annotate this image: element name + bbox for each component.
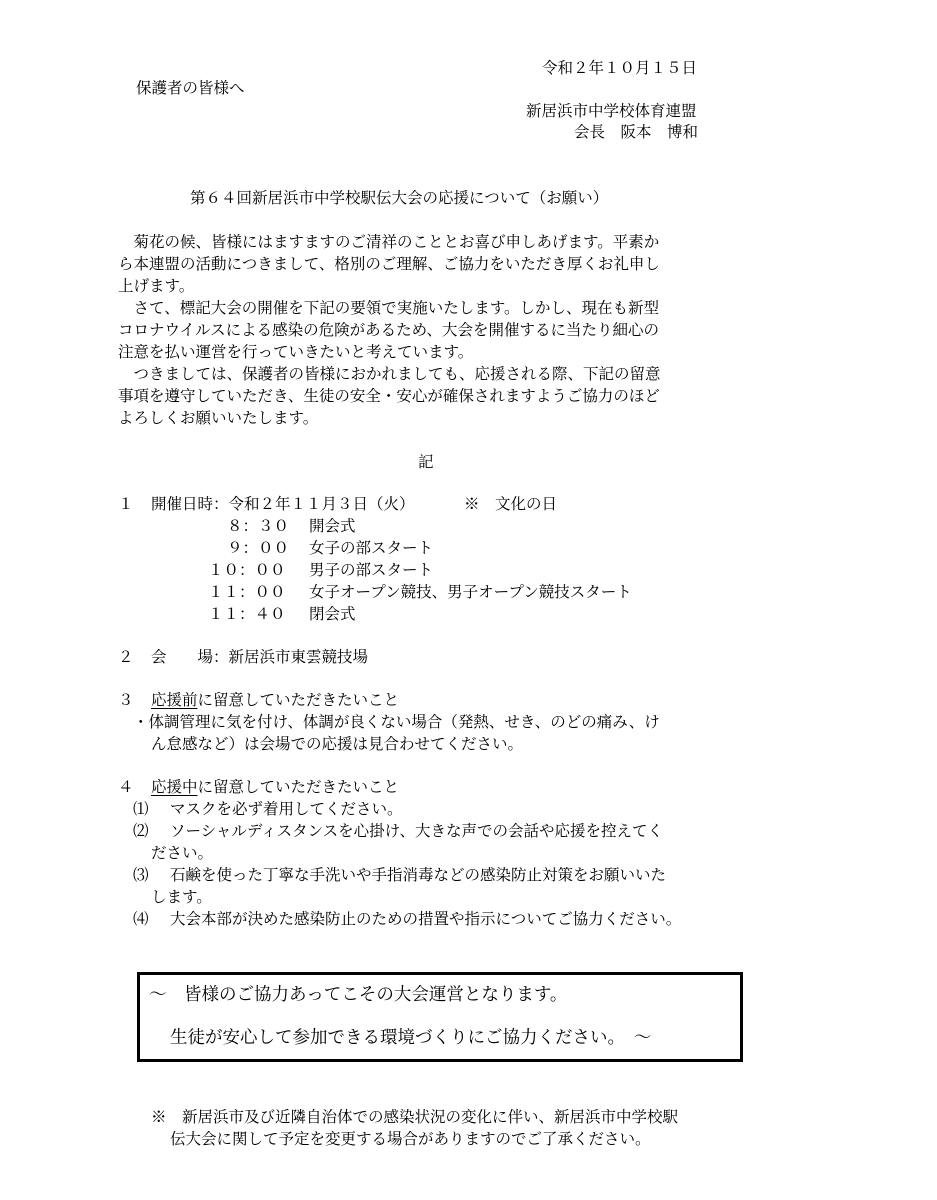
body-line: 菊花の候、皆様にはますますのご清祥のこととお喜び申しあげます。平素か [118,233,660,251]
schedule-event: 女子オープン競技、男子オープン競技スタート [309,583,632,601]
schedule-time: ９：００ [227,539,290,557]
item-4-heading [151,780,399,796]
item-3-heading-rest: に留意していただきたいこと [197,691,400,709]
footnote-line: 伝大会に関して予定を変更する場合がありますのでご了承ください。 [170,1130,651,1148]
body-line: ら本連盟の活動につきまして、格別のご理解、ご協力をいただき厚くお礼申し [118,255,660,273]
item-2-label: 会 場：新居浜市東雲競技場 [151,648,369,666]
point-text: ソーシャルディスタンスを心掛け、大きな声での会話や応援を控えてく [170,822,664,840]
boxed-message [137,972,743,1062]
boxed-message-line: ～ 皆様のご協力あってこその大会運営となります。 [149,985,568,1005]
schedule-event: 女子の部スタート [309,539,434,557]
body-line: よろしくお願いいたします。 [118,409,319,427]
schedule-time: １０：００ [208,561,286,579]
point-mark: ⑷ [133,910,149,928]
item-4-underlined: 応援中 [151,778,198,796]
item-3-bullet-line: ・体調管理に気を付け、体調が良くない場合（発熱、せき、のどの痛み、け [133,713,660,731]
item-2-number: ２ [118,648,134,666]
recipient: 保護者の皆様へ [136,79,245,97]
item-1-note: ※ 文化の日 [464,495,558,513]
schedule-time: １１：４０ [208,605,286,623]
body-line: 上げます。 [118,277,195,295]
point-text: 石鹸を使った丁寧な手洗いや手指消毒などの感染防止対策をお願いいた [170,866,667,884]
schedule-time: ８：３０ [227,517,290,535]
item-3-bullet-line: ん怠感など）は会場での応援は見合わせてください。 [151,735,524,753]
document-date: 令和２年１０月１５日 [542,59,698,77]
body-line: コロナウイルスによる感染の危険があるため、大会を開催するに当たり細心の [118,321,659,339]
point-text-cont: ださい。 [151,844,214,862]
item-3-heading [151,693,399,709]
footnote-line: ※ 新居浜市及び近隣自治体での感染状況の変化に伴い、新居浜市中学校駅 [151,1108,679,1126]
item-1-number: １ [118,495,134,513]
sender-organization: 新居浜市中学校体育連盟 [526,102,697,120]
body-line: さて、標記大会の開催を下記の要領で実施いたします。しかし、現在も新型 [118,299,659,317]
schedule-time: １１：００ [208,583,286,601]
ki-heading: 記 [418,453,434,471]
sender-name: 会長 阪本 博和 [574,123,699,141]
point-text-cont: します。 [151,888,212,906]
item-3-number: ３ [118,691,134,709]
point-mark: ⑶ [133,866,149,884]
body-line: つきましては、保護者の皆様におかれましても、応援される際、下記の留意 [118,365,661,383]
boxed-message-line: 生徒が安心して参加できる環境づくりにご協力ください。 ～ [170,1028,652,1048]
point-text: マスクを必ず着用してください。 [170,800,403,818]
point-mark: ⑵ [133,822,149,840]
item-4-heading-rest: に留意していただきたいこと [197,778,400,796]
item-3-underlined: 応援前 [151,691,198,709]
item-1-label: 開催日時：令和２年１１月３日（火） [151,495,415,513]
schedule-event: 男子の部スタート [309,561,434,579]
item-4-number: ４ [118,778,134,796]
body-line: 注意を払い運営を行っていきたいと考えています。 [118,343,474,361]
point-text: 大会本部が決めた感染防止のための措置や指示についてご協力ください。 [170,910,682,928]
point-mark: ⑴ [133,800,149,818]
schedule-event: 開会式 [309,517,356,535]
body-line: 事項を遵守していただき、生徒の安全・安心が確保されますようご協力のほど [118,387,660,405]
schedule-event: 閉会式 [309,605,356,623]
document-title: 第６４回新居浜市中学校駅伝大会の応援について（お願い） [190,189,609,207]
